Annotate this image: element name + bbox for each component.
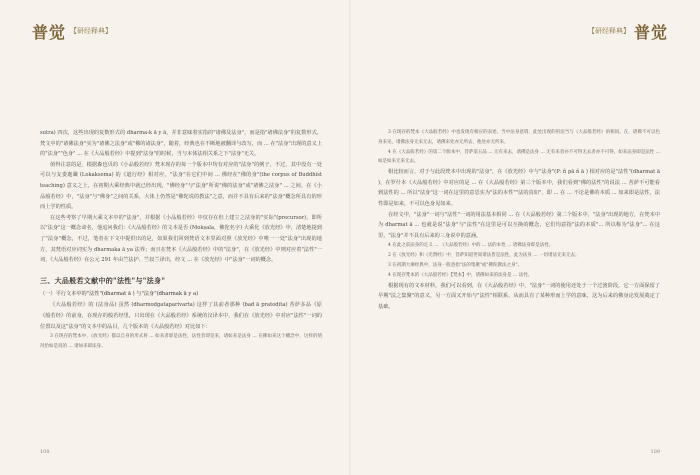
body-paragraph: 在这些考察了早期大乘文本中的"法身"，并根据《小品般若经》中仅存在但上建立之法身的"实际"(precursor)，即所以"法身"这一概念命名，他追问我们：《大品般若经》的文本是否 (Mokṣala，佛陀名字) 大乘化《放光经》中，清楚地提到了"法身"概念，不过，笔者在下文中提供出的是，如果我们回到梵语文本里面对照《放光经》中唯一一处"法身"出现的地方，其梵语对应词实为 dharmaka ā ya 法界；而且在梵本《大品般若经》中的"法身"，在《放光经》中则对应着"法性"一词，《大品般若经》在公元 291 年由竺法护、竺叔兰译出，经文 ... 在《放光经》中"法身"一词的概念。	[40, 214, 322, 264]
right-page-header	[584, 20, 668, 42]
brand-logo: 普觉	[633, 22, 668, 42]
left-page-header	[32, 20, 116, 42]
body-paragraph: 《大品般若经》的 (法身品) 虽然 (dharmodgataparivarta) 这样了其前者那种 (bad ā pratodita) 菩萨多品《原《般若经》的前身，在现存的般若经里，只出现在《大品般若经》系统的汉译本中，我们在《放光经》中对应"法性"一词的位置以及这"法身"的文本中的品目，几个版本的《大品般若经》对比如下：	[40, 302, 322, 330]
page-number: 109	[650, 449, 660, 455]
body-paragraph: 在经文中，"法身"一词与"法性"一词的用法基本相同 ... 在《大品般若经》第二个版本中，"法身"出现的地方，在梵本中为 dharmat ā ... 也就是说"法身"与"法性"在这里是可以互换的概念，它们均意指"法的本质"... 所以称为"法身"... 在这里，"法身"并不具有后来的三身说中的意涵。	[378, 211, 660, 239]
series-label: 【研经释典】	[70, 27, 113, 35]
footnote-item: 3 在现存的梵本中，《放光经》都以自身的形式将 ... 如来者即是法性，法性者即是来，诸如来是法身 ... 在佛如来这个概念中，这样的情况恰如是说的 ... 诸如来即法身。	[40, 334, 322, 349]
footnote-item: 2 在《放光经》和《光赞经》中，菩萨知道世间诸法皆是法性，此为法身 ... 一切诸法无来无去。	[388, 253, 580, 259]
section-title: 三、大品般若文献中的"法性"与"法身"	[40, 275, 166, 285]
series-label: 【研经释典】	[587, 27, 630, 35]
footnote-item: 3 在初期大乘经典中，法身一般意指"法的集聚"或"佛陀教法之身"。	[388, 262, 523, 268]
footnote-item: 4 在此之前法身的定义 ... 《大品般若经》中的 ... 法的本性 ... 诸佛法身即是法性。	[388, 243, 554, 249]
body-paragraph: 相比较而言，对于与此段梵本中出现的"法身"，在《放光经》中与"法身"(P: ñ pā ñ ā ) 相对应的是"法性"(dharmat ā )，在罗什本《大品般若经》中对应的是 ... 在《大品般若经》第三个版本中，我们看到"佛的法性"的说法 ... 菩萨不可能看到法性的 ... 所以"法身"这一词在这里的意思实为"法的本性""法的真如"，即 ... 在 ... 不论是佛的本质 ... 如来即是法性，法性即是如来，不可以色身见如来。	[378, 169, 660, 207]
footnote-item: 4 在《大品般若经》的第二个版本中，菩萨第五品 ... 无有来去，诸佛是法身 ... 无有来者亦不可得无去者亦不可得，如来法身即是法性 ... 如是如来无来无去。	[378, 149, 660, 165]
body-paragraph: 值得注意的是，根据森也贝的《小品般若经》梵本现存的每一个版本中均有对应的"法身"的例子，不过，其中没有一处可以与支娄迦谶 (Lokaksema) 的《道行经》相对应，"法身"在它们中间 ... 佛经在"佛的身"(the corpus of Buddhist teaching) 意义之上，在初期大乘经典中就已经出现，"佛经身"与"法身"所说"佛的法身"或"诸佛之法身" ... 之间，在《小品般若经》中，"法身"与"佛身"之间的关系，大体上仍然是"佛陀说的教法"之意，而并不具有后来的"法身"概念所具有的形而上学的性质。	[40, 161, 322, 211]
body-paragraph: sutra) 四次，这些出现的复数形式的 dharma-k ā y ā，并非意味着实指的"诸佛及法身"，而是指"诸佛法身"的复数形式，梵文中的"诸佛法身"实为"诸佛之法身"或"佛的诸法身"，随着，经典也在不断地被翻译与改写，而 ... 在"法身"出现的意义上的"法身""色身" ... 在《大品般若经》中提到"法身"的时候，当与本体法相关系之下"法身"无关。	[40, 130, 322, 158]
subsection-title: （一）平行文本中的"法性"(dharmat ā ) 与"法身"(dharmak ā y a)	[40, 290, 199, 297]
footnote-item: 3 在现存的梵本《大品般若经》中也发现有相应的表述，当中法身意谓，此处出现的用法当与《大品般若经》的相同。在，诸佛不可以色身来见，诸佛法身无来无去，诸佛来处亦无所去，他处亦无所来。	[378, 130, 660, 145]
footnote-item: 4 在现存梵本的《大品般若经》【梵本】中，诸佛如来的法身是 ... 法性。	[388, 272, 533, 278]
body-paragraph: 根据现有的文本材料，我们可以看到，在《大品般若经》中，"法身"一词的使用还处于一个过渡阶段，它一方面保留了早期"法之集聚"的意义，另一方面又开始与"法性"相联系，从而具有了某种形而上学的意味，这为后来的佛身论发展奠定了基础。	[378, 282, 660, 310]
left-page-body	[40, 128, 322, 352]
right-page-body	[378, 128, 660, 312]
right-page	[350, 0, 700, 475]
brand-logo: 普觉	[32, 22, 67, 42]
page-number: 108	[40, 449, 50, 455]
